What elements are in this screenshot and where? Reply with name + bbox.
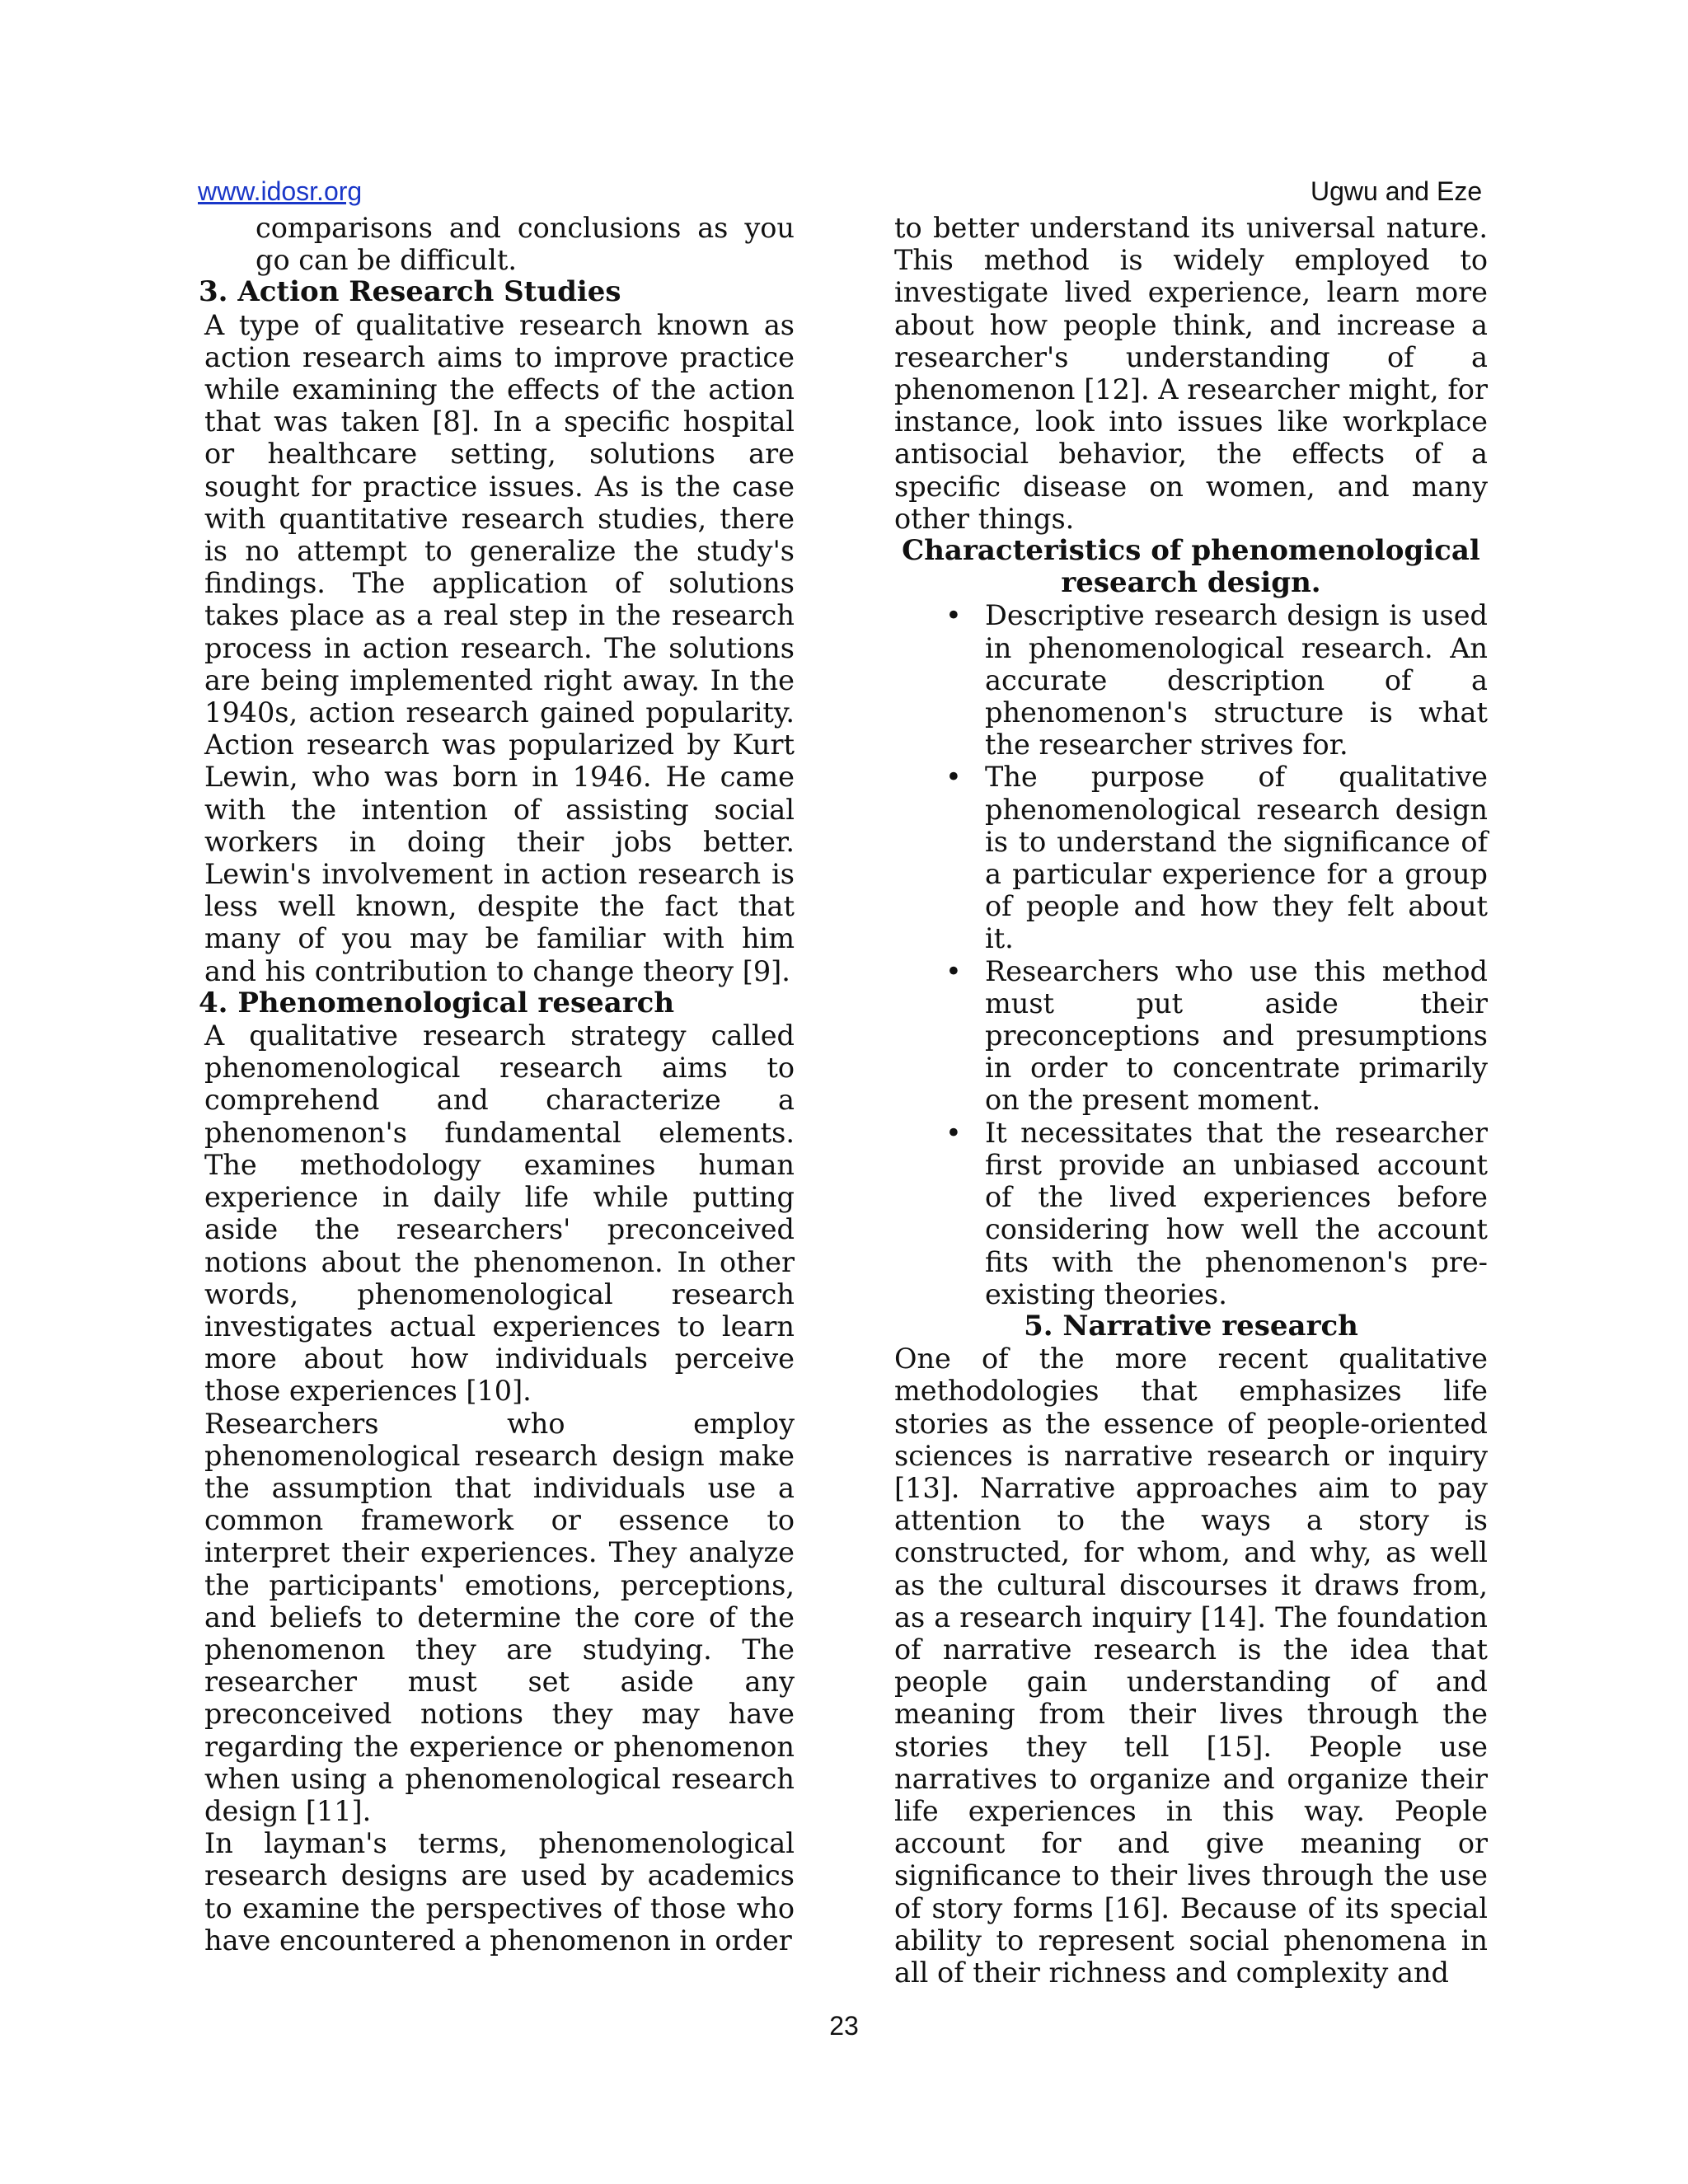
paragraph-phenomenological-3: In layman's terms, phenomenological research designs are used by academics to examine the perspectives of those who have encountered a phenomenon in order xyxy=(204,1827,795,1957)
list-item xyxy=(894,955,1488,1117)
running-header-authors: Ugwu and Eze xyxy=(1311,176,1483,206)
list-item xyxy=(894,1117,1488,1310)
list-item-text: Descriptive research design is used in phenomenological research. An accurate description of a phenomenon's structure is what the researcher strives for. xyxy=(985,599,1488,762)
section-heading-phenomenological: 4. Phenomenological research xyxy=(199,986,675,1019)
list-item-text: The purpose of qualitative phenomenological research design is to understand the significance of a particular experience for a group of people and how they felt about it. xyxy=(985,761,1488,955)
journal-website-link[interactable]: www.idosr.org xyxy=(198,176,363,206)
continuation-text-right: to better understand its universal nature. This method is widely employed to investigate lived experience, learn more about how people think, and increase a researcher's understanding of a phenomenon [12]. A researcher might, for instance, look into issues like workplace antisocial behavior, the effects of a specific disease on women, and many other things. xyxy=(894,212,1488,535)
characteristics-list xyxy=(894,599,1488,1310)
paragraph-phenomenological-2: Researchers who employ phenomenological research design make the assumption that individuals use a common framework or essence to interpret their experiences. They analyze the participants' emotions, perceptions, and beliefs to determine the core of the phenomenon they are studying. The researcher must set aside any preconceived notions they may have regarding the experience or phenomenon when using a phenomenological research design [11]. xyxy=(204,1407,795,1827)
bullet-icon: • xyxy=(945,1116,962,1149)
list-item xyxy=(894,761,1488,954)
paragraph-phenomenological-1: A qualitative research strategy called phenomenological research aims to comprehend and characterize a phenomenon's fundamental elements. The methodology examines human experience in daily life while putting aside the researchers' preconceived notions about the phenomenon. In other words, phenomenological research investigates actual experiences to learn more about how individuals perceive those experiences [10]. xyxy=(204,1019,795,1408)
paragraph-narrative: One of the more recent qualitative methodologies that emphasizes life stories as the essence of people-oriented sciences is narrative research or inquiry [13]. Narrative approaches aim to pay attention to the ways a story is constructed, for whom, and why, as well as the cultural discourses it draws from, as a research inquiry [14]. The foundation of narrative research is the idea that people gain understanding of and meaning from their lives through the stories they tell [15]. People use narratives to organize and organize their life experiences in this way. People account for and give meaning or significance to their lives through the use of story forms [16]. Because of its special ability to represent social phenomena in all of their richness and complexity and xyxy=(894,1343,1488,1989)
section-heading-action-research: 3. Action Research Studies xyxy=(199,275,621,309)
right-column xyxy=(894,212,1488,1989)
list-item xyxy=(894,599,1488,761)
section-heading-narrative: 5. Narrative research xyxy=(1024,1309,1358,1343)
continuation-text: comparisons and conclusions as you go can be difficult. xyxy=(256,212,795,277)
bullet-icon: • xyxy=(945,954,962,987)
bullet-icon: • xyxy=(945,599,962,632)
page-number: 23 xyxy=(829,2011,859,2041)
list-item-text: It necessitates that the researcher first provide an unbiased account of the lived experiences before considering how well the account fits with the phenomenon's pre-existing theories. xyxy=(985,1116,1488,1310)
list-item-text: Researchers who use this method must put aside their preconceptions and presumptions in order to concentrate primarily on the present moment. xyxy=(985,954,1488,1117)
subheading-characteristics: Characteristics of phenomenological research design. xyxy=(902,534,1480,600)
paragraph-action-research: A type of qualitative research known as action research aims to improve practice while examining the effects of the action that was taken [8]. In a specific hospital or healthcare setting, solutions are sought for practice issues. As is the case with quantitative research studies, there is no attempt to generalize the study's findings. The application of solutions takes place as a real step in the research process in action research. The solutions are being implemented right away. In the 1940s, action research gained popularity. Action research was popularized by Kurt Lewin, who was born in 1946. He came with the intention of assisting social workers in doing their jobs better. Lewin's involvement in action research is less well known, despite the fact that many of you may be familiar with him and his contribution to change theory [9]. xyxy=(204,308,795,987)
left-column xyxy=(199,212,795,1957)
bullet-icon: • xyxy=(945,761,962,794)
